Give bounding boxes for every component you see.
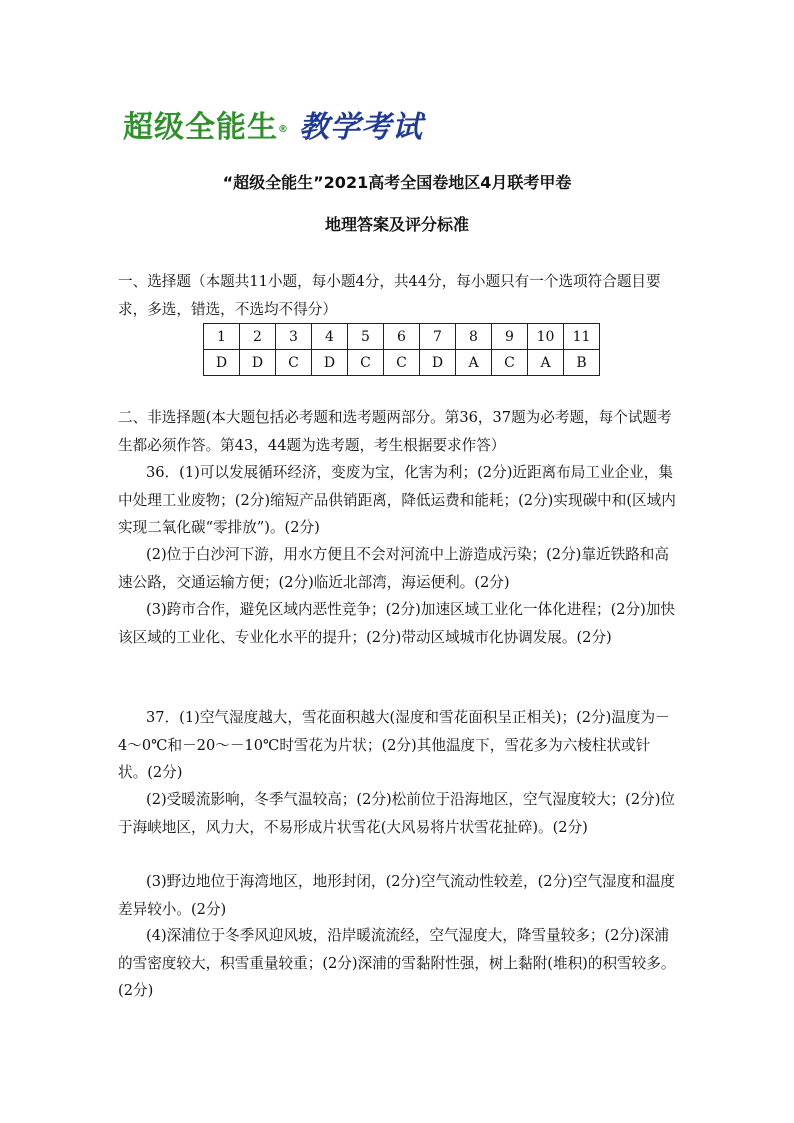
answer-36-2: (2)位于白沙河下游，用水方便且不会对河流中上游造成污染；(2分)靠近铁路和高速公路，交通运输方便；(2分)临近北部湾，海运便利。(2分) [118,546,669,591]
answer-cell: D [420,350,456,376]
answer-37-4: (4)深浦位于冬季风迎风坡，沿岸暖流流经，空气湿度大，降雪量较多；(2分)深浦的雪密度较大，积雪重量较重；(2分)深浦的雪黏附性强，树上黏附(堆积)的积雪较多。(2分) [118,927,676,999]
question-number-cell: 1 [204,324,240,350]
answer-cell: D [240,350,276,376]
logo-brand-text: 超级全能生 [123,110,278,145]
question-number-cell: 5 [348,324,384,350]
section2-intro: 二、非选择题(本大题包括必考题和选考题两部分。第36，37题为必考题，每个试题考生都必须作答。第43，44题为选考题，考生根据要求作答） [118,409,672,454]
answer-cell: B [564,350,600,376]
answer-table [203,323,600,376]
question-number-cell: 6 [384,324,420,350]
answer-table-header-row [204,324,600,350]
answer-36-1: 36．(1)可以发展循环经济，变废为宝，化害为利；(2分)近距离布局工业企业，集中处理工业废物；(2分)缩短产品供销距离，降低运费和能耗；(2分)实现碳中和(区域内实现二氧化碳“零排放”)。(2分) [118,464,676,536]
question-number-cell: 10 [528,324,564,350]
question-number-cell: 3 [276,324,312,350]
answer-37-3: (3)野边地位于海湾地区，地形封闭，(2分)空气流动性较差，(2分)空气湿度和温度差异较小。(2分) [118,873,676,918]
question-number-cell: 7 [420,324,456,350]
question-number-cell: 8 [456,324,492,350]
answer-cell: D [204,350,240,376]
answer-table-answer-row [204,350,600,376]
section1-intro: 一、选择题（本题共11小题，每小题4分，共44分，每小题只有一个选项符合题目要求，多选，错选，不选均不得分） [118,273,661,318]
page-subtitle: 地理答案及评分标准 [324,215,469,234]
answer-cell: A [528,350,564,376]
answer-cell: A [456,350,492,376]
answer-37-1: 37．(1)空气湿度越大，雪花面积越大(湿度和雪花面积呈正相关)；(2分)温度为－4～0℃和－20～－10℃时雪花为片状；(2分)其他温度下，雪花多为六棱柱状或针状。(2分) [118,709,670,781]
question-number-cell: 2 [240,324,276,350]
registered-mark: ® [278,124,289,135]
brand-logo [123,110,423,146]
question-number-cell: 11 [564,324,600,350]
answer-cell: C [348,350,384,376]
answer-37-2: (2)受暖流影响，冬季气温较高；(2分)松前位于沿海地区，空气湿度较大；(2分)位于海峡地区，风力大，不易形成片状雪花(大风易将片状雪花扯碎)。(2分) [118,791,676,836]
answer-cell: D [312,350,348,376]
logo-sub-text: 教学考试 [299,110,423,145]
question-number-cell: 9 [492,324,528,350]
answer-36-3: (3)跨市合作，避免区域内恶性竞争；(2分)加速区域工业化一体化进程；(2分)加快该区域的工业化、专业化水平的提升；(2分)带动区域城市化协调发展。(2分) [118,601,676,646]
page-title: “超级全能生”2021高考全国卷地区4月联考甲卷 [222,173,572,192]
answer-cell: C [492,350,528,376]
answer-cell: C [276,350,312,376]
question-number-cell: 4 [312,324,348,350]
answer-cell: C [384,350,420,376]
